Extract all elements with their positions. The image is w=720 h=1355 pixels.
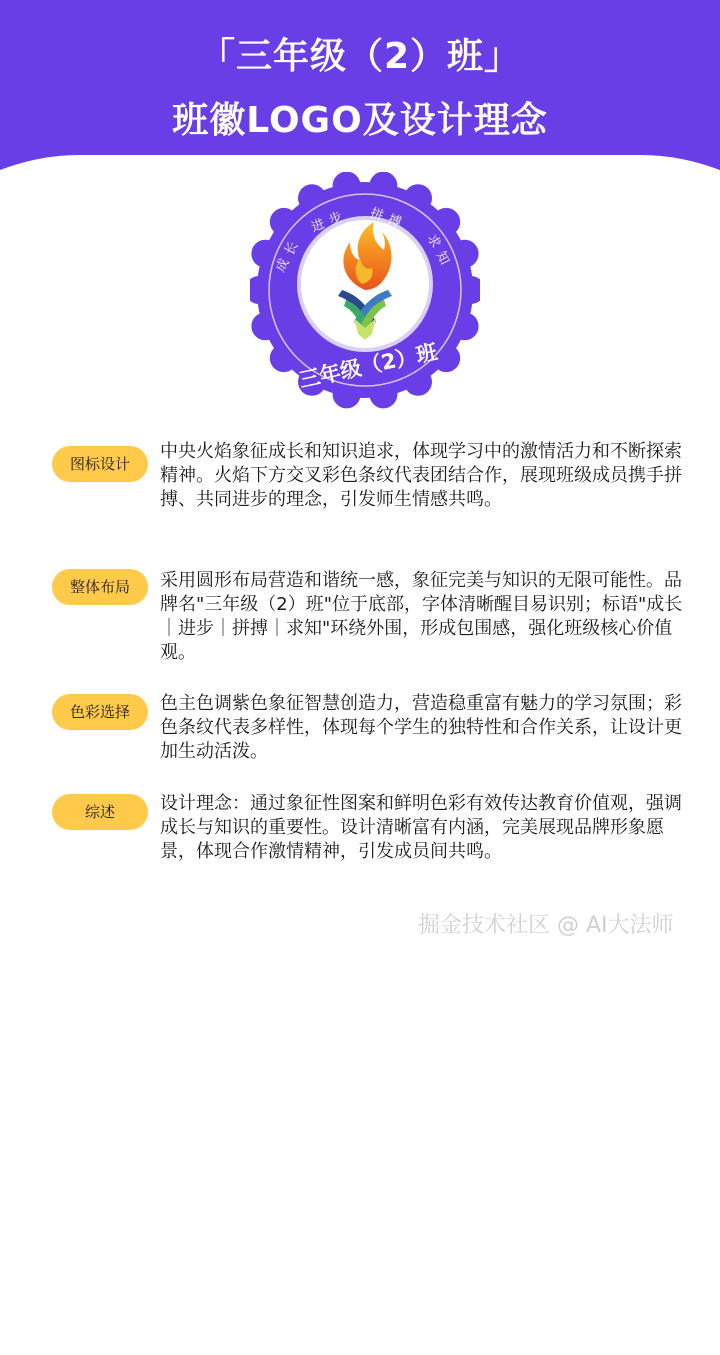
slogan-word-3: 拼搏 bbox=[367, 205, 409, 233]
slogan-word-4: 求知 bbox=[423, 232, 455, 273]
badge-brand-name: 三年级（2）班 bbox=[296, 339, 440, 393]
badge-slogan-ring bbox=[250, 172, 480, 412]
section-body-text: 采用圆形布局营造和谐统一感，象征完美与知识的无限可能性。品牌名"三年级（2）班"位于底部，字体清晰醒目易识别；标语"成长｜进步｜拼搏｜求知"环绕外围，形成包围感，强化班级核心价值观。 bbox=[160, 570, 683, 663]
slogan-word-2: 进步 bbox=[309, 207, 351, 236]
section-body-text: 中央火焰象征成长和知识追求，体现学习中的激情活力和不断探索精神。火焰下方交叉彩色条纹代表团结合作，展现班级成员携手拼搏、共同进步的理念，引发师生情感共鸣。 bbox=[160, 441, 682, 510]
page-title-line-1: 「三年级（2）班」 bbox=[198, 36, 522, 77]
page-title-line-2: 班徽LOGO及设计理念 bbox=[172, 100, 548, 141]
section-label-pill: 图标设计 bbox=[52, 446, 148, 482]
slogan-word-1: 成长 bbox=[273, 234, 305, 275]
section-label-pill: 整体布局 bbox=[52, 569, 148, 605]
section-label-pill: 色彩选择 bbox=[52, 694, 148, 730]
section-body-text: 设计理念：通过象征性图案和鲜明色彩有效传达教育价值观，强调成长与知识的重要性。设计清晰富有内涵，完美展现品牌形象愿景，体现合作激情精神，引发成员间共鸣。 bbox=[160, 793, 682, 862]
section-label-pill: 综述 bbox=[52, 794, 148, 830]
class-badge-logo bbox=[250, 172, 480, 412]
footer-watermark: 掘金技术社区 @ AI大法师 bbox=[418, 913, 674, 938]
section-body-text: 色主色调紫色象征智慧创造力，营造稳重富有魅力的学习氛围；彩色条纹代表多样性，体现每个学生的独特性和合作关系，让设计更加生动活泼。 bbox=[160, 693, 682, 762]
